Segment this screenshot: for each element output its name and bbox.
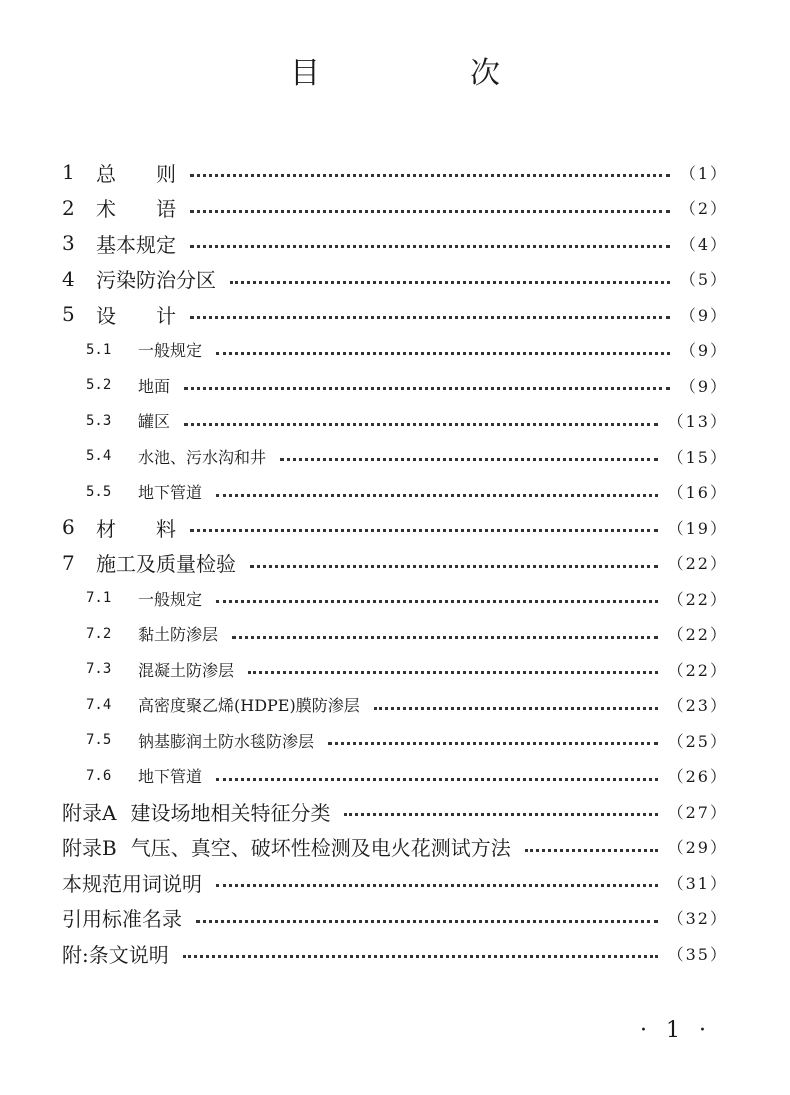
toc-entry-page: （22） [667,625,728,644]
toc-dot-leader [184,423,658,426]
toc-dot-leader [184,387,670,390]
toc-entry[interactable] [0,440,790,472]
toc-entry-number: 7.6 [86,767,112,784]
toc-entry-page: （15） [667,447,728,467]
toc-entry-page: （16） [667,483,728,502]
toc-entry-page: （22） [667,554,728,573]
toc-entry-label: 地面 [138,376,171,396]
toc-entry-label: 水池、污水沟和井 [138,447,267,467]
toc-entry-label: 建设场地相关特征分类 [130,800,331,825]
toc-entry-number: 5.4 [86,448,112,464]
toc-dot-leader [183,955,658,958]
toc-entry-label: 设 计 [96,303,176,328]
toc-entry-label: 钠基膨润土防水毯防渗层 [138,731,315,751]
toc-entry-number: 附录B [62,836,117,860]
page-title: 目 次 [290,56,560,91]
toc-entry[interactable] [0,902,790,934]
toc-entry-page: （29） [667,838,728,857]
toc-entry-page: （9） [679,305,728,325]
toc-entry-number: 1 [62,160,75,184]
toc-dot-leader [216,778,658,781]
toc-dot-leader [190,316,670,319]
toc-entry-page: （23） [667,696,728,715]
toc-entry-number: 7.4 [86,696,112,713]
toc-entry-page: （26） [667,767,728,786]
toc-entry[interactable] [0,760,790,792]
toc-entry-page: （35） [667,944,728,964]
toc-dot-leader [216,600,658,603]
toc-entry-label: 施工及质量检验 [96,552,236,576]
toc-entry[interactable] [0,156,790,188]
toc-entry-page: （5） [679,270,728,289]
toc-dot-leader [344,813,657,816]
toc-entry-label: 术 语 [96,197,176,221]
toc-entry[interactable] [0,831,790,863]
toc-entry-label: 地下管道 [138,483,203,502]
toc-entry-label: 附:条文说明 [62,942,169,967]
toc-dot-leader [190,174,670,177]
toc-entry-number: 7.2 [86,625,112,642]
toc-entry-label: 地下管道 [138,767,203,786]
toc-entry[interactable] [0,369,790,401]
toc-entry[interactable] [0,689,790,721]
toc-entry-page: （19） [667,518,728,538]
toc-entry-label: 材 料 [96,516,176,541]
toc-entry-number: 2 [62,195,75,220]
toc-entry[interactable] [0,511,790,543]
toc-dot-leader [230,281,670,284]
toc-entry[interactable] [0,405,790,437]
toc-entry[interactable] [0,618,790,650]
toc-entry-page: （31） [667,873,728,893]
toc-entry-page: （4） [679,234,728,254]
toc-dot-leader [280,458,658,461]
toc-entry-label: 一般规定 [138,589,203,609]
toc-dot-leader [190,529,658,532]
toc-dot-leader [216,884,658,887]
toc-dot-leader [216,494,658,497]
toc-entry-number: 7.3 [86,661,112,677]
toc-entry[interactable] [0,263,790,295]
toc-entry[interactable] [0,298,790,330]
toc-entry[interactable] [0,653,790,685]
toc-entry[interactable] [0,476,790,508]
toc-entry-number: 附录A [62,800,117,825]
toc-entry[interactable] [0,866,790,898]
toc-entry-page: （1） [679,163,728,183]
toc-entry-number: 5 [62,302,75,326]
toc-entry-label: 高密度聚乙烯(HDPE)膜防渗层 [138,696,360,715]
toc-entry-page: （22） [667,660,728,680]
toc-dot-leader [374,707,658,710]
toc-entry-number: 7.1 [86,590,112,606]
toc-entry-page: （13） [667,412,728,431]
toc-entry[interactable] [0,724,790,756]
toc-entry-page: （22） [667,589,728,609]
toc-entry[interactable] [0,795,790,827]
toc-entry-page: （2） [679,199,728,218]
toc-dot-leader [190,210,670,213]
toc-dot-leader [216,352,670,355]
toc-dot-leader [525,849,658,852]
toc-entry-label: 混凝土防渗层 [138,660,235,680]
toc-entry-page: （25） [667,731,728,751]
toc-entry-label: 罐区 [138,412,171,431]
toc-entry-number: 5.5 [86,483,112,500]
toc-entry-label: 引用标准名录 [62,907,182,931]
toc-entry-number: 7.5 [86,732,112,748]
page-number: · 1 · [640,1018,712,1043]
toc-entry-number: 5.2 [86,377,112,393]
toc-entry-label: 基本规定 [96,232,176,257]
toc-dot-leader [328,742,658,745]
toc-entry-page: （32） [667,909,728,928]
toc-entry-label: 黏土防渗层 [138,625,219,644]
toc-entry-label: 总 则 [96,161,176,186]
toc-entry[interactable] [0,192,790,224]
toc-entry-label: 气压、真空、破坏性检测及电火花测试方法 [130,836,511,860]
toc-entry-number: 7 [62,550,75,575]
toc-dot-leader [250,565,658,568]
toc-entry-page: （9） [679,341,728,360]
toc-entry[interactable] [0,582,790,614]
toc-entry-label: 本规范用词说明 [62,871,202,896]
toc-dot-leader [248,671,658,674]
toc-entry-page: （9） [679,376,728,396]
toc-entry-page: （27） [667,802,728,822]
toc-entry[interactable] [0,547,790,579]
toc-dot-leader [196,920,658,923]
toc-entry-number: 3 [62,231,75,255]
toc-dot-leader [190,245,670,248]
toc-entry-number: 6 [62,515,75,539]
toc-entry-label: 污染防治分区 [96,268,216,292]
toc-entry[interactable] [0,937,790,969]
toc-entry-number: 5.1 [86,341,112,358]
toc-entry-number: 4 [62,266,75,291]
toc-dot-leader [232,636,658,639]
toc-entry-number: 5.3 [86,412,112,429]
toc-entry-label: 一般规定 [138,341,203,360]
toc-entry[interactable] [0,227,790,259]
toc-entry[interactable] [0,334,790,366]
